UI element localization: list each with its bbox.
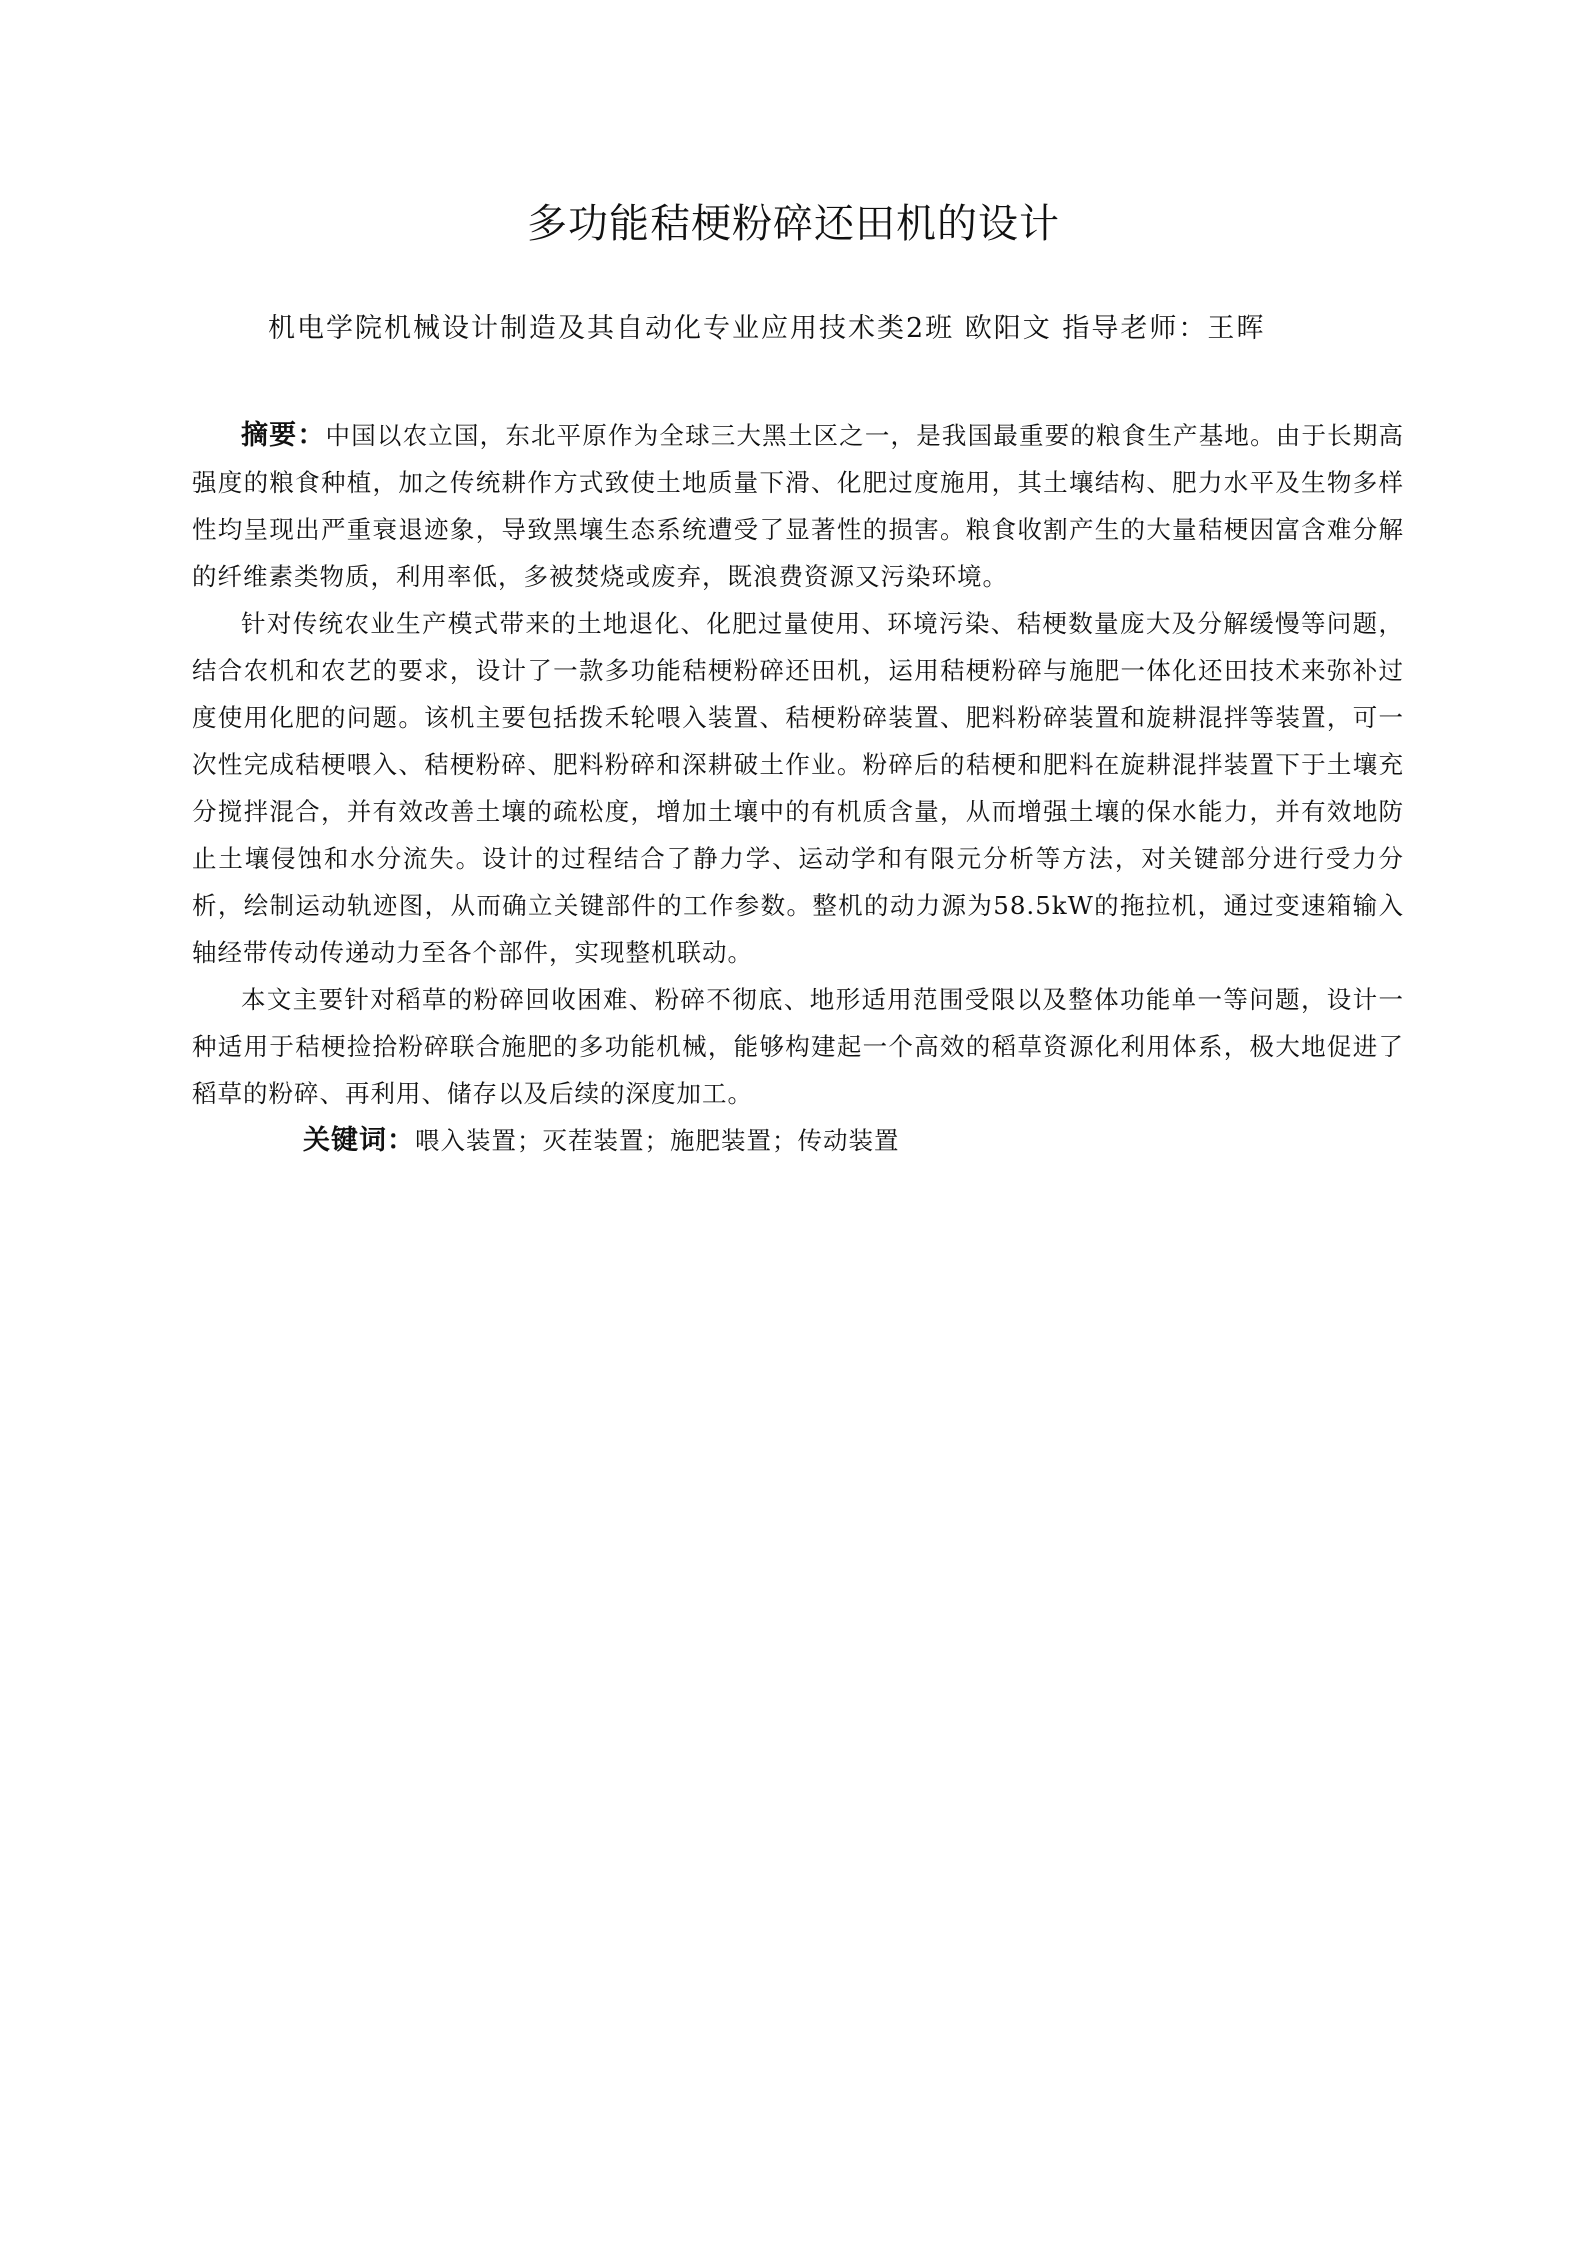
paper-title: 多功能秸梗粉碎还田机的设计 (527, 201, 1060, 247)
author-byline: 机电学院机械设计制造及其自动化专业应用技术类2班 欧阳文 指导老师：王晖 (268, 313, 1266, 344)
keywords-label: 关键词： (303, 1125, 415, 1156)
abstract-label: 摘要： (241, 420, 326, 451)
keywords-text: 喂入装置；灭茬装置；施肥装置；传动装置 (415, 1126, 900, 1155)
abstract-section (192, 412, 1404, 1164)
abstract-paragraph: 本文主要针对稻草的粉碎回收困难、粉碎不彻底、地形适用范围受限以及整体功能单一等问题，设计一种适用于秸梗捡拾粉碎联合施肥的多功能机械，能够构建起一个高效的稻草资源化利用体系，极大地促进了稻草的粉碎、再利用、储存以及后续的深度加工。 (192, 985, 1404, 1108)
keywords-line (192, 1117, 1404, 1164)
abstract-paragraph: 针对传统农业生产模式带来的土地退化、化肥过量使用、环境污染、秸梗数量庞大及分解缓慢等问题，结合农机和农艺的要求，设计了一款多功能秸梗粉碎还田机，运用秸梗粉碎与施肥一体化还田技术来弥补过度使用化肥的问题。该机主要包括拨禾轮喂入装置、秸梗粉碎装置、肥料粉碎装置和旋耕混拌等装置，可一次性完成秸梗喂入、秸梗粉碎、肥料粉碎和深耕破土作业。粉碎后的秸梗和肥料在旋耕混拌装置下于土壤充分搅拌混合，并有效改善土壤的疏松度，增加土壤中的有机质含量，从而增强土壤的保水能力，并有效地防止土壤侵蚀和水分流失。设计的过程结合了静力学、运动学和有限元分析等方法，对关键部分进行受力分析，绘制运动轨迹图，从而确立关键部件的工作参数。整机的动力源为58.5kW的拖拉机，通过变速箱输入轴经带传动传递动力至各个部件，实现整机联动。 (192, 609, 1404, 967)
abstract-text: 中国以农立国，东北平原作为全球三大黑土区之一，是我国最重要的粮食生产基地。由于长期高强度的粮食种植，加之传统耕作方式致使土地质量下滑、化肥过度施用，其土壤结构、肥力水平及生物多样性均呈现出严重衰退迹象，导致黑壤生态系统遭受了显著性的损害。粮食收割产生的大量秸梗因富含难分解的纤维素类物质，利用率低，多被焚烧或废弃，既浪费资源又污染环境。 (192, 421, 1404, 591)
abstract-paragraph (192, 412, 1404, 600)
